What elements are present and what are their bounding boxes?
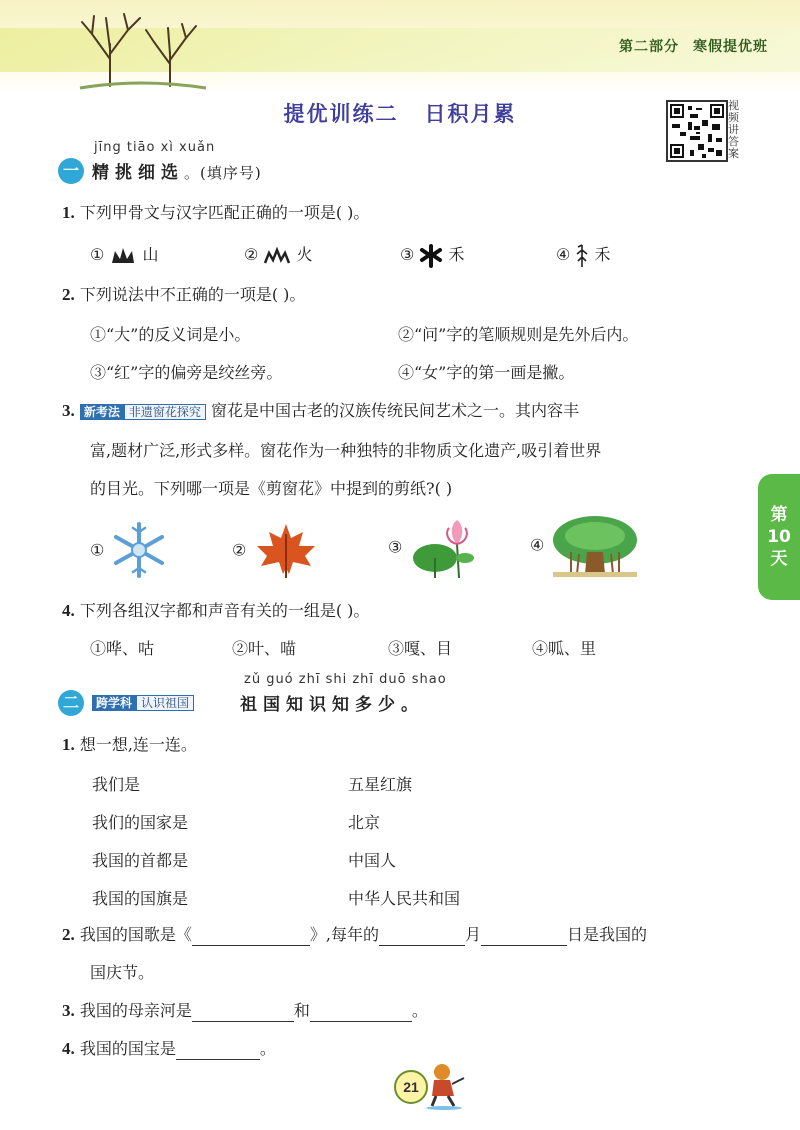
q1-option-3[interactable]: ③ 禾 (400, 242, 465, 268)
match-right-4[interactable]: 中华人民共和国 (348, 889, 461, 908)
match-right-3[interactable]: 中国人 (348, 851, 397, 870)
q3-option-2[interactable]: ② (232, 520, 321, 580)
question-1-4: 4. 下列各组汉字都和声音有关的一组是( )。 (62, 601, 370, 620)
month-blank[interactable] (379, 929, 465, 946)
question-1-3-line3: 的目光。下列哪一项是《剪窗花》中提到的剪纸?( ) (90, 479, 453, 498)
tag-know-country: 认识祖国 (136, 695, 194, 711)
match-right-1[interactable]: 五星红旗 (348, 775, 413, 794)
question-text: 下列说法中不正确的一项是( )。 (79, 285, 306, 304)
trees-illustration (70, 4, 210, 90)
section2-number: 二 (58, 690, 84, 716)
match-left-1[interactable]: 我们是 (92, 775, 141, 794)
oracle-grain-glyph-icon (575, 244, 589, 268)
title-right: 日积月累 (424, 102, 517, 126)
banyan-tree-icon (549, 512, 639, 578)
qr-code-icon[interactable] (666, 100, 728, 162)
question-2-2: 2. 我国的国歌是《 》,每年的 月 日是我国的 (62, 925, 647, 944)
q2-option-1[interactable]: ①“大”的反义词是小。 (90, 325, 251, 344)
match-left-4[interactable]: 我国的国旗是 (92, 889, 189, 908)
tag-new-method: 新考法 (80, 404, 124, 420)
question-1-3-line2: 富,题材广泛,形式多样。窗花作为一种独特的非物质文化遗产,吸引着世界 (90, 441, 602, 460)
day-blank[interactable] (481, 929, 567, 946)
snowflake-papercut-icon (109, 520, 169, 580)
section1-title: 精挑细选 (92, 163, 184, 183)
question-2-1: 1. 想一想,连一连。 (62, 735, 197, 754)
match-right-2[interactable]: 北京 (348, 813, 381, 832)
question-text: 下列甲骨文与汉字匹配正确的一项是( )。 (79, 203, 370, 222)
question-text: 想一想,连一连。 (79, 735, 197, 754)
treasure-blank[interactable] (176, 1043, 260, 1060)
question-2-3: 3. 我国的母亲河是 和 。 (62, 1001, 428, 1020)
maple-leaf-icon (251, 520, 321, 580)
q2-option-3[interactable]: ③“红”字的偏旁是绞丝旁。 (90, 363, 283, 382)
q1-option-1[interactable]: ① 山 (90, 242, 159, 267)
day-tab: 第 10 天 (758, 474, 800, 600)
header-series: 寒假提优班 (693, 39, 768, 55)
q4-option-2[interactable]: ②叶、喵 (232, 639, 297, 658)
question-text: 下列各组汉字都和声音有关的一组是( )。 (79, 601, 370, 620)
question-1-1: 1. 下列甲骨文与汉字匹配正确的一项是( )。 (62, 203, 370, 222)
q1-option-2[interactable]: ② 火 (244, 242, 313, 267)
qr-label: 视频讲答案 (728, 99, 739, 160)
mascot-icon (424, 1062, 470, 1110)
lotus-flower-icon (407, 514, 477, 580)
section1-number: 一 (58, 158, 84, 184)
q1-option-4[interactable]: ④ 禾 (556, 242, 611, 268)
header-section (605, 36, 768, 56)
tag-cross-subject: 跨学科 (92, 695, 136, 711)
tag-topic: 非遗窗花探究 (124, 404, 206, 420)
header-part: 第二部分 (619, 39, 679, 55)
oracle-mountain-glyph-icon (109, 245, 137, 267)
oracle-fire-glyph-icon (263, 245, 291, 267)
match-left-2[interactable]: 我们的国家是 (92, 813, 189, 832)
section2-pinyin: zǔ guó zhī shi zhī duō shao (244, 672, 447, 687)
q2-option-2[interactable]: ②“问”字的笔顺规则是先外后内。 (398, 325, 639, 344)
q3-option-3[interactable]: ③ (388, 514, 477, 580)
anthem-blank[interactable] (192, 929, 310, 946)
q4-option-4[interactable]: ④呱、里 (532, 639, 597, 658)
river-blank-2[interactable] (310, 1005, 412, 1022)
q3-option-4[interactable]: ④ (530, 512, 639, 578)
section1-pinyin: jīng tiāo xì xuǎn (94, 140, 216, 155)
river-blank-1[interactable] (192, 1005, 294, 1022)
oracle-water-glyph-icon (419, 244, 443, 268)
match-left-3[interactable]: 我国的首都是 (92, 851, 189, 870)
q2-option-4[interactable]: ④“女”字的第一画是撇。 (398, 363, 575, 382)
question-2-2-line2: 国庆节。 (90, 963, 155, 982)
title-left: 提优训练二 (283, 102, 399, 126)
page-number: 21 (394, 1070, 428, 1104)
question-1-3: 3. 新考法 非遗窗花探究 窗花是中国古老的汉族传统民间艺术之一。其内容丰 (62, 401, 579, 420)
q4-option-1[interactable]: ①哗、咕 (90, 639, 155, 658)
question-2-4: 4. 我国的国宝是 。 (62, 1039, 276, 1058)
section1-note: 。(填序号) (184, 164, 262, 182)
section2-title: 祖国知识知多少 (240, 695, 401, 715)
q4-option-3[interactable]: ③嘎、目 (388, 639, 453, 658)
question-1-2: 2. 下列说法中不正确的一项是( )。 (62, 285, 306, 304)
q3-option-1[interactable]: ① (90, 520, 169, 580)
